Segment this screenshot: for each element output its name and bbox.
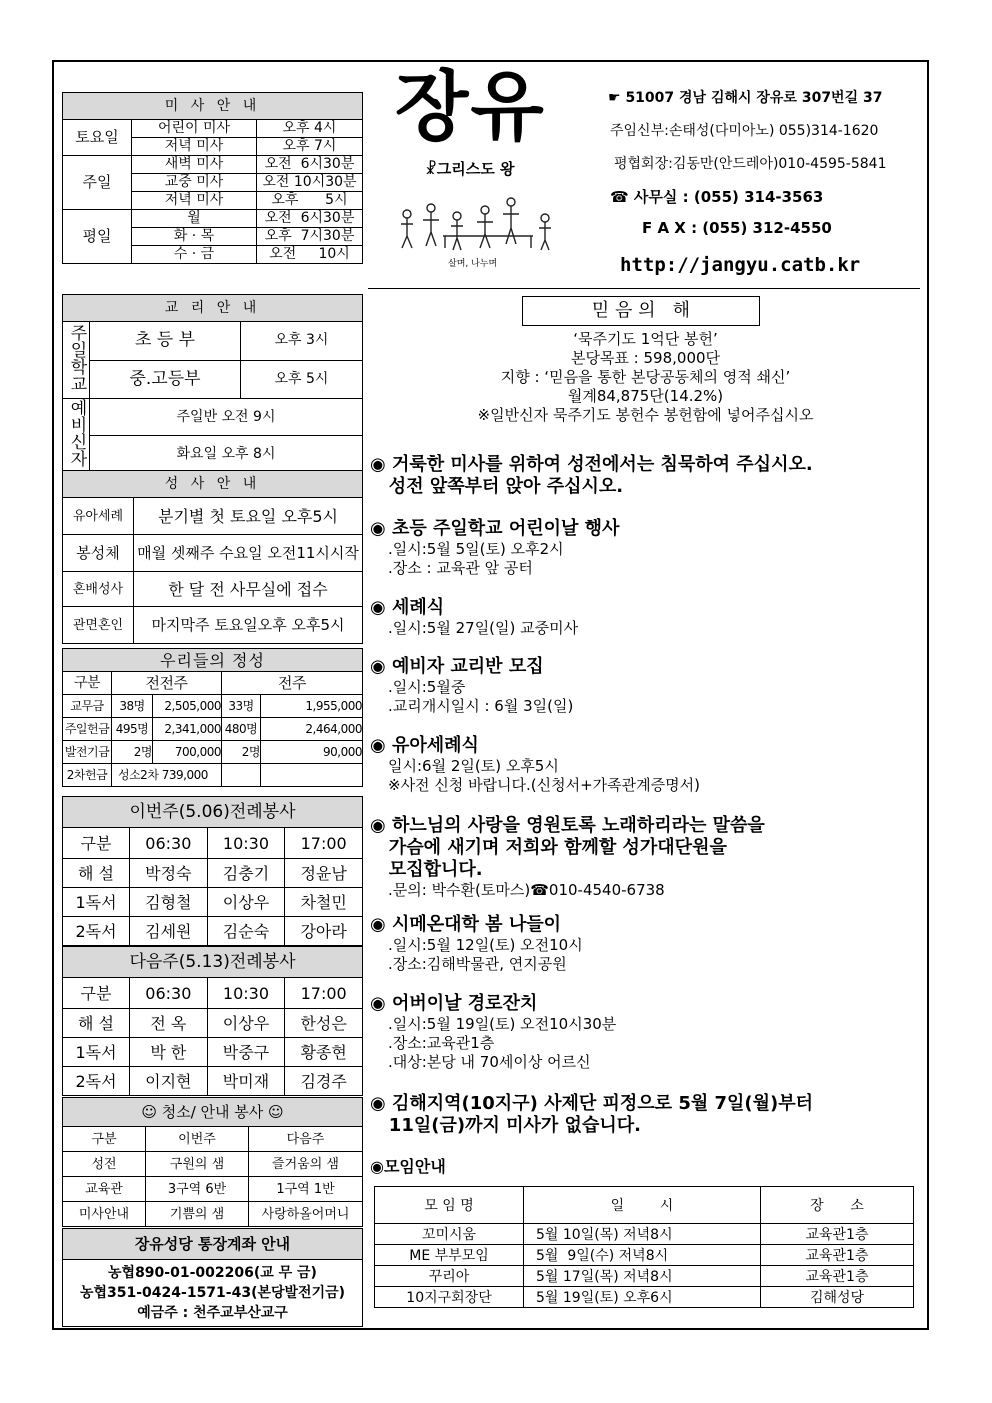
announcement xyxy=(370,1093,813,1137)
announcement-line: ※사전 신청 바랍니다.(신청서+가족관계증명서) xyxy=(388,776,700,794)
sacrament-cell: 한 달 전 사무실에 접수 xyxy=(134,572,363,607)
address-text: 51007 경남 김해시 장유로 307번길 37 xyxy=(625,90,883,106)
liturgy-cell: 강아라 xyxy=(285,917,363,946)
fax-line: F A X : (055) 312-4550 xyxy=(642,219,832,237)
liturgy-cell: 해 설 xyxy=(63,1009,130,1038)
council-line: 평협회장:김동만(안드레아)010-4595-5841 xyxy=(614,156,887,172)
liturgy-cell: 이지현 xyxy=(130,1067,208,1096)
liturgy-cell: 김순숙 xyxy=(207,917,285,946)
announcement-title: ◉ 하느님의 사랑을 영원토록 노래하리라는 말씀을 xyxy=(370,815,765,836)
announcement-line: .일시:5월 19일(토) 오전10시30분 xyxy=(388,1015,617,1033)
meetings-header: 모 임 명 xyxy=(375,1187,524,1224)
liturgy-header: 17:00 xyxy=(285,978,363,1009)
sacrament-cell: 매월 셋째주 수요일 오전11시시작 xyxy=(134,535,363,572)
liturgy-cell: 이상우 xyxy=(207,888,285,917)
offering-cell: 1,955,000 xyxy=(261,695,363,718)
announcement-title: ◉ 거룩한 미사를 위하여 성전에서는 침묵하여 주십시오. xyxy=(370,454,813,475)
liturgy-next-table xyxy=(62,946,363,1096)
announcement-title: ◉ 시메온대학 봄 나들이 xyxy=(370,914,561,935)
announcement-line: .일시:5월 5일(토) 오후2시 xyxy=(388,540,564,558)
meetings-title: ◉모임안내 xyxy=(370,1157,446,1176)
mass-cell: 월 xyxy=(132,210,257,228)
offering-table xyxy=(62,648,363,787)
liturgy-next-title: 다음주(5.13)전례봉사 xyxy=(63,947,363,978)
mass-cell: 오전 10시30분 xyxy=(257,174,363,192)
meeting-cell: 5월 17일(목) 저녁8시 xyxy=(524,1266,761,1287)
meeting-cell: 5월 19일(토) 오후6시 xyxy=(524,1287,761,1308)
cleaning-cell: 기쁨의 샘 xyxy=(146,1202,249,1227)
mass-cell: 오전 6시30분 xyxy=(257,156,363,174)
liturgy-cell: 2독서 xyxy=(63,1067,130,1096)
announcement-line: .일시:5월 27일(일) 교중미사 xyxy=(388,619,579,637)
offering-cell: 33명 xyxy=(222,695,261,718)
doctrine-cell: 오후 3시 xyxy=(241,322,363,361)
office-line xyxy=(610,186,823,207)
liturgy-header: 10:30 xyxy=(207,828,285,859)
liturgy-cell: 해 설 xyxy=(63,859,130,888)
cleaning-header: 구분 xyxy=(63,1127,146,1152)
announcement-line: .교리개시일시 : 6월 3일(일) xyxy=(388,697,574,715)
parish-title: 장유 xyxy=(395,62,546,151)
mass-sun-label: 주일 xyxy=(63,156,132,210)
liturgy-cell: 1독서 xyxy=(63,888,130,917)
liturgy-cell: 전 옥 xyxy=(130,1009,208,1038)
cleaning-header: 다음주 xyxy=(249,1127,363,1152)
mass-cell: 오전 6시30분 xyxy=(257,210,363,228)
offering-cell: 발전기금 xyxy=(63,741,112,764)
offering-cell: 2명 xyxy=(222,741,261,764)
faith-line: 본당목표 : 598,000단 xyxy=(570,349,721,367)
announcement-title: 모집합니다. xyxy=(370,859,483,880)
meeting-cell: 5월 10일(목) 저녁8시 xyxy=(524,1224,761,1245)
offering-title: 우리들의 정성 xyxy=(63,649,363,672)
doctrine-cell: 주일반 오전 9시 xyxy=(90,399,363,436)
offering-special-value: 성소2차 739,000 xyxy=(112,764,222,787)
meeting-cell: 10지구회장단 xyxy=(375,1287,524,1308)
liturgy-cell: 박정숙 xyxy=(130,859,208,888)
liturgy-header: 구분 xyxy=(63,828,130,859)
sacrament-cell: 마지막주 토요일오후 오후5시 xyxy=(134,607,363,644)
cleaning-cell: 미사안내 xyxy=(63,1202,146,1227)
doctrine-cell: 화요일 오후 8시 xyxy=(90,436,363,473)
announcement xyxy=(370,735,700,795)
telephone-icon: ☎ xyxy=(610,188,629,206)
liturgy-cell: 정윤남 xyxy=(285,859,363,888)
faith-line: ※일반신자 묵주기도 봉헌수 봉헌함에 넣어주십시오 xyxy=(477,406,814,424)
liturgy-cell: 황종현 xyxy=(285,1038,363,1067)
liturgy-header: 17:00 xyxy=(285,828,363,859)
cleaning-cell: 구원의 샘 xyxy=(146,1152,249,1177)
announcement-title: ◉ 초등 주일학교 어린이날 행사 xyxy=(370,518,620,539)
cleaning-cell: 성전 xyxy=(63,1152,146,1177)
doctrine-cell: 중.고등부 xyxy=(90,360,241,399)
mass-cell: 저녁 미사 xyxy=(132,192,257,210)
liturgy-cell: 김경주 xyxy=(285,1067,363,1096)
announcement-line: .일시:5월 12일(토) 오전10시 xyxy=(388,936,583,954)
pointing-hand-icon: ☛ xyxy=(608,90,621,106)
announcement-title: 성전 앞쪽부터 앉아 주십시오. xyxy=(370,476,624,497)
announcement-title: ◉ 김해지역(10지구) 사제단 피정으로 5월 7일(월)부터 xyxy=(370,1093,814,1114)
liturgy-cell: 박미재 xyxy=(207,1067,285,1096)
mass-cell: 오전 10시 xyxy=(257,246,363,264)
offering-cell: 2명 xyxy=(112,741,153,764)
meetings-header: 일 시 xyxy=(524,1187,761,1224)
pastor-line: 주임신부:손태성(다미아노) 055)314-1620 xyxy=(610,123,879,139)
announcement xyxy=(370,656,573,716)
cleaning-header: 이번주 xyxy=(146,1127,249,1152)
liturgy-cell: 박 한 xyxy=(130,1038,208,1067)
mass-cell: 저녁 미사 xyxy=(132,138,257,156)
office-text: 사무실 : (055) 314-3563 xyxy=(633,188,824,206)
offering-cell: 38명 xyxy=(112,695,153,718)
announcement-line: .장소:김해박물관, 연지공원 xyxy=(388,955,567,973)
cleaning-cell: 즐거움의 샘 xyxy=(249,1152,363,1177)
announcement xyxy=(370,454,813,498)
meeting-cell: 교육관1층 xyxy=(761,1245,914,1266)
chi-rho-icon: ☧ xyxy=(425,160,437,178)
mass-weekday-label: 평일 xyxy=(63,210,132,264)
announcement xyxy=(370,518,619,578)
mass-table xyxy=(62,92,363,264)
announcement-line: .일시:5월중 xyxy=(388,678,466,696)
sacraments-table xyxy=(62,470,363,644)
meetings-header: 장 소 xyxy=(761,1187,914,1224)
faith-line: ‘묵주기도 1억단 봉헌’ xyxy=(573,330,718,348)
sacraments-title: 성 사 안 내 xyxy=(63,471,363,498)
offering-cell: 700,000 xyxy=(153,741,222,764)
announcement-line: .장소 : 교육관 앞 공터 xyxy=(388,559,533,577)
liturgy-header: 06:30 xyxy=(130,978,208,1009)
cleaning-cell: 사랑하올어머니 xyxy=(249,1202,363,1227)
announcement-title: ◉ 예비자 교리반 모집 xyxy=(370,656,544,677)
mass-title: 미 사 안 내 xyxy=(63,93,363,120)
liturgy-cell: 김형철 xyxy=(130,888,208,917)
doctrine-title: 교 리 안 내 xyxy=(63,295,363,322)
liturgy-cell: 김충기 xyxy=(207,859,285,888)
school-label: 주일학교 xyxy=(66,323,87,392)
subtitle-text: 그리스도 왕 xyxy=(436,160,515,178)
liturgy-this-title: 이번주(5.06)전례봉사 xyxy=(63,797,363,828)
mass-cell: 오후 7시 xyxy=(257,138,363,156)
meeting-cell: 교육관1층 xyxy=(761,1224,914,1245)
account-table xyxy=(62,1228,363,1327)
announcement-title: ◉ 어버이날 경로잔치 xyxy=(370,993,538,1014)
announcement-title: 11일(금)까지 미사가 없습니다. xyxy=(370,1115,641,1136)
sacrament-cell: 관면혼인 xyxy=(63,607,134,644)
offering-cell: 495명 xyxy=(112,718,153,741)
meeting-cell: 교육관1층 xyxy=(761,1266,914,1287)
liturgy-cell: 김세원 xyxy=(130,917,208,946)
illustration-caption: 살며, 나누며 xyxy=(448,259,498,269)
liturgy-cell: 이상우 xyxy=(207,1009,285,1038)
catechumen-label: 예비신자 xyxy=(66,399,87,467)
meetings-table xyxy=(374,1186,914,1308)
mass-cell: 새벽 미사 xyxy=(132,156,257,174)
sacrament-cell: 혼배성사 xyxy=(63,572,134,607)
offering-header: 전주 xyxy=(222,672,363,695)
liturgy-cell: 차철민 xyxy=(285,888,363,917)
mass-cell: 수 · 금 xyxy=(132,246,257,264)
sacrament-cell: 분기별 첫 토요일 오후5시 xyxy=(134,498,363,535)
offering-cell: 90,000 xyxy=(261,741,363,764)
announcement xyxy=(370,914,583,974)
announcement-title: ◉ 세례식 xyxy=(370,597,445,618)
account-line: 농협890-01-002206(교 무 금) xyxy=(108,1265,317,1281)
faith-line: 월계84,875단(14.2%) xyxy=(567,387,724,405)
meeting-cell: ME 부부모임 xyxy=(375,1245,524,1266)
subtitle xyxy=(425,158,514,179)
cleaning-title: ☺ 청소/ 안내 봉사 ☺ xyxy=(63,1098,363,1127)
liturgy-cell: 2독서 xyxy=(63,917,130,946)
mass-cell: 오후 4시 xyxy=(257,120,363,138)
mass-cell: 오후 7시30분 xyxy=(257,228,363,246)
liturgy-header: 06:30 xyxy=(130,828,208,859)
announcement-line: 일시:6월 2일(토) 오후5시 xyxy=(388,757,559,775)
faith-year-body xyxy=(378,330,913,425)
offering-special-label: 2차헌금 xyxy=(63,764,112,787)
faith-line: 지향 : ‘믿음을 통한 본당공동체의 영적 쇄신’ xyxy=(500,368,791,386)
meeting-cell: 꾸리아 xyxy=(375,1266,524,1287)
cleaning-cell: 3구역 6반 xyxy=(146,1177,249,1202)
announcement-title: ◉ 유아세례식 xyxy=(370,735,479,756)
cleaning-table xyxy=(62,1097,363,1227)
sacrament-cell: 유아세례 xyxy=(63,498,134,535)
offering-header: 전전주 xyxy=(112,672,222,695)
offering-header: 구분 xyxy=(63,672,112,695)
sacrament-cell: 봉성체 xyxy=(63,535,134,572)
liturgy-header: 10:30 xyxy=(207,978,285,1009)
community-illustration xyxy=(393,192,565,254)
offering-cell: 2,464,000 xyxy=(261,718,363,741)
meeting-cell: 꼬미시움 xyxy=(375,1224,524,1245)
announcement-title: 가슴에 새기며 저희와 함께할 성가대단원을 xyxy=(370,837,727,858)
announcement-line: .대상:본당 내 70세이상 어르신 xyxy=(388,1053,591,1071)
offering-cell: 480명 xyxy=(222,718,261,741)
announcement xyxy=(370,597,578,638)
account-line: 예금주 : 천주교부산교구 xyxy=(137,1305,288,1321)
account-line: 농협351-0424-1571-43(본당발전기금) xyxy=(79,1285,346,1301)
announcement xyxy=(370,815,765,900)
faith-year-title: 믿 음 의 해 xyxy=(522,296,760,326)
mass-sat-label: 토요일 xyxy=(63,120,132,156)
doctrine-table xyxy=(62,294,363,473)
offering-cell: 교무금 xyxy=(63,695,112,718)
liturgy-header: 구분 xyxy=(63,978,130,1009)
announcement xyxy=(370,993,616,1072)
liturgy-this-table xyxy=(62,796,363,946)
offering-cell: 2,505,000 xyxy=(153,695,222,718)
cleaning-cell: 교육관 xyxy=(63,1177,146,1202)
offering-cell: 2,341,000 xyxy=(153,718,222,741)
website-link[interactable]: http://jangyu.catb.kr xyxy=(620,254,861,276)
mass-cell: 오후 5시 xyxy=(257,192,363,210)
mass-cell: 화 · 목 xyxy=(132,228,257,246)
announcement-line: .문의: 박수환(토마스)☎010-4540-6738 xyxy=(388,881,665,899)
meeting-cell: 김해성당 xyxy=(761,1287,914,1308)
liturgy-cell: 1독서 xyxy=(63,1038,130,1067)
meeting-cell: 5월 9일(수) 저녁8시 xyxy=(524,1245,761,1266)
mass-cell: 어린이 미사 xyxy=(132,120,257,138)
account-title: 장유성당 통장계좌 안내 xyxy=(63,1229,363,1260)
liturgy-cell: 박중구 xyxy=(207,1038,285,1067)
header-divider xyxy=(368,288,920,289)
doctrine-cell: 초 등 부 xyxy=(90,322,241,361)
liturgy-cell: 한성은 xyxy=(285,1009,363,1038)
offering-cell: 주일헌금 xyxy=(63,718,112,741)
mass-cell: 교중 미사 xyxy=(132,174,257,192)
cleaning-cell: 1구역 1반 xyxy=(249,1177,363,1202)
announcement-line: .장소:교육관1층 xyxy=(388,1034,495,1052)
doctrine-cell: 오후 5시 xyxy=(241,360,363,399)
address-line xyxy=(608,87,882,107)
